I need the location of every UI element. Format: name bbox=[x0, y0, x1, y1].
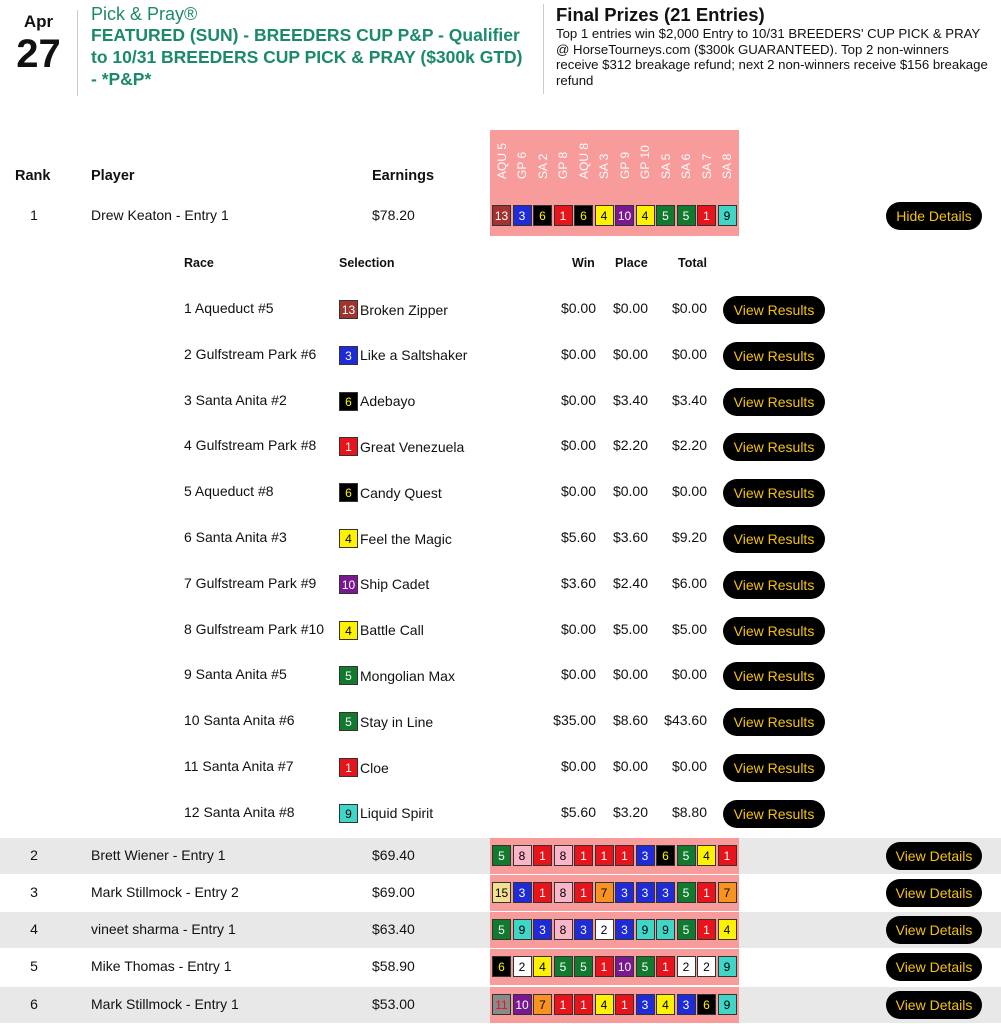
picks bbox=[492, 994, 738, 1015]
horse-name: Broken Zipper bbox=[360, 301, 448, 318]
post-number-chip: 3 bbox=[513, 882, 532, 903]
detail-selection bbox=[339, 392, 415, 411]
post-number-chip: 7 bbox=[533, 994, 552, 1015]
post-number-chip: 1 bbox=[697, 882, 716, 903]
post-number-chip: 6 bbox=[574, 205, 593, 226]
detail-selection bbox=[339, 712, 433, 731]
post-number-chip: 5 bbox=[677, 845, 696, 866]
earnings: $78.20 bbox=[372, 207, 415, 223]
post-number-chip: 4 bbox=[339, 529, 358, 548]
detail-selection bbox=[339, 575, 429, 594]
earnings: $69.00 bbox=[372, 884, 415, 900]
tournament-brand: Pick & Pray® bbox=[91, 4, 198, 24]
post-number-chip: 1 bbox=[574, 882, 593, 903]
post-number-chip: 1 bbox=[554, 205, 573, 226]
tournament-name: FEATURED (SUN) - BREEDERS CUP P&P - Qualifier to 10/31 BREEDERS CUP PICK & PRAY ($300k GTD) - *P&P* bbox=[91, 25, 523, 89]
rank: 6 bbox=[30, 996, 38, 1012]
race-label bbox=[697, 125, 716, 193]
detail-place: $8.60 bbox=[612, 712, 648, 729]
post-number-chip: 1 bbox=[615, 845, 634, 866]
post-number-chip: 10 bbox=[615, 205, 634, 226]
detail-place: $5.00 bbox=[612, 620, 648, 637]
detail-row bbox=[0, 608, 1001, 654]
earnings: $58.90 bbox=[372, 958, 415, 974]
post-number-chip: 3 bbox=[636, 994, 655, 1015]
detail-win: $0.00 bbox=[560, 391, 596, 408]
detail-race: 6 Santa Anita #3 bbox=[184, 529, 287, 545]
earnings: $69.40 bbox=[372, 847, 415, 863]
view-results-button[interactable]: View Results bbox=[723, 617, 825, 645]
detail-win: $3.60 bbox=[560, 574, 596, 591]
post-number-chip: 1 bbox=[656, 956, 675, 977]
detail-total: $3.40 bbox=[671, 391, 707, 408]
race-label bbox=[554, 125, 573, 193]
detail-total: $0.00 bbox=[671, 483, 707, 500]
post-number-chip: 7 bbox=[595, 882, 614, 903]
player-header: Player bbox=[91, 168, 135, 184]
post-number-chip: 5 bbox=[492, 919, 511, 940]
player-name: Mark Stillmock - Entry 2 bbox=[91, 884, 239, 900]
leaderboard-row bbox=[0, 198, 1001, 234]
rank: 1 bbox=[30, 207, 38, 223]
detail-win: $5.60 bbox=[560, 529, 596, 545]
post-number-chip: 9 bbox=[718, 205, 737, 226]
race-label bbox=[718, 125, 737, 193]
prizes-title: Final Prizes (21 Entries) bbox=[556, 4, 765, 25]
detail-place: $3.60 bbox=[612, 529, 648, 545]
detail-selection bbox=[339, 621, 424, 640]
picks bbox=[492, 956, 738, 977]
detail-place: $0.00 bbox=[612, 666, 648, 683]
detail-selection-header: Selection bbox=[339, 256, 395, 270]
detail-race: 12 Santa Anita #8 bbox=[184, 803, 295, 820]
post-number-chip: 2 bbox=[697, 956, 716, 977]
post-number-chip: 5 bbox=[636, 956, 655, 977]
horse-name: Feel the Magic bbox=[360, 530, 452, 547]
detail-win: $0.00 bbox=[560, 758, 596, 774]
post-number-chip: 6 bbox=[656, 845, 675, 866]
view-results-button[interactable]: View Results bbox=[723, 433, 825, 461]
view-details-button[interactable]: View Details bbox=[886, 953, 982, 981]
view-results-button[interactable]: View Results bbox=[723, 754, 825, 782]
rank: 5 bbox=[30, 958, 38, 974]
post-number-chip: 1 bbox=[615, 994, 634, 1015]
horse-name: Stay in Line bbox=[360, 713, 434, 730]
race-label-text: SA 3 bbox=[597, 153, 611, 179]
horse-name: Ship Cadet bbox=[360, 576, 430, 593]
post-number-chip: 3 bbox=[339, 346, 358, 365]
post-number-chip: 3 bbox=[677, 994, 696, 1015]
race-label-text: SA 8 bbox=[720, 153, 734, 179]
post-number-chip: 5 bbox=[677, 205, 696, 226]
leaderboard-row bbox=[0, 912, 1001, 948]
detail-row bbox=[0, 333, 1001, 379]
leaderboard-row bbox=[0, 987, 1001, 1023]
detail-win: $0.00 bbox=[560, 483, 596, 500]
post-number-chip: 9 bbox=[656, 919, 675, 940]
horse-name: Candy Quest bbox=[360, 484, 442, 501]
view-results-button[interactable]: View Results bbox=[723, 342, 825, 370]
post-number-chip: 9 bbox=[718, 994, 737, 1015]
detail-place-header: Place bbox=[615, 256, 648, 270]
detail-row bbox=[0, 653, 1001, 699]
detail-win: $0.00 bbox=[560, 437, 596, 454]
race-label-text: GP 8 bbox=[556, 151, 570, 179]
player-name: vineet sharma - Entry 1 bbox=[91, 921, 236, 937]
rank: 2 bbox=[30, 847, 38, 863]
horse-name: Great Venezuela bbox=[360, 438, 465, 455]
post-number-chip: 9 bbox=[339, 804, 358, 823]
prizes-panel bbox=[543, 4, 993, 94]
post-number-chip: 5 bbox=[677, 882, 696, 903]
detail-selection bbox=[339, 758, 389, 777]
post-number-chip: 4 bbox=[697, 845, 716, 866]
post-number-chip: 10 bbox=[339, 575, 358, 594]
date-month: Apr bbox=[23, 12, 54, 31]
post-number-chip: 2 bbox=[513, 956, 532, 977]
detail-selection bbox=[339, 666, 455, 685]
race-label bbox=[656, 125, 675, 193]
player-name: Brett Wiener - Entry 1 bbox=[91, 847, 226, 863]
event-date bbox=[0, 10, 78, 96]
detail-total: $8.80 bbox=[671, 803, 707, 820]
player-name: Mike Thomas - Entry 1 bbox=[91, 958, 232, 974]
detail-win: $5.60 bbox=[560, 803, 596, 820]
post-number-chip: 1 bbox=[697, 205, 716, 226]
post-number-chip: 5 bbox=[492, 845, 511, 866]
detail-row bbox=[0, 470, 1001, 516]
post-number-chip: 4 bbox=[595, 994, 614, 1015]
race-label-text: AQU 8 bbox=[576, 142, 591, 179]
post-number-chip: 4 bbox=[533, 956, 552, 977]
view-results-button[interactable]: View Results bbox=[723, 571, 825, 599]
view-details-button[interactable]: View Details bbox=[886, 991, 982, 1019]
detail-win: $0.00 bbox=[560, 666, 596, 683]
detail-race: 5 Aqueduct #8 bbox=[184, 483, 274, 500]
race-label bbox=[615, 125, 634, 193]
picks bbox=[492, 919, 738, 940]
post-number-chip: 1 bbox=[533, 882, 552, 903]
race-label bbox=[574, 125, 593, 193]
post-number-chip: 5 bbox=[677, 919, 696, 940]
rank: 3 bbox=[30, 884, 38, 900]
detail-place: $0.00 bbox=[612, 483, 648, 500]
detail-selection bbox=[339, 300, 448, 319]
detail-race: 10 Santa Anita #6 bbox=[184, 712, 295, 729]
post-number-chip: 6 bbox=[339, 483, 358, 502]
post-number-chip: 8 bbox=[554, 882, 573, 903]
player-name: Mark Stillmock - Entry 1 bbox=[91, 996, 239, 1012]
detail-place: $0.00 bbox=[612, 758, 648, 774]
picks bbox=[492, 882, 738, 903]
detail-total: $0.00 bbox=[671, 345, 707, 362]
post-number-chip: 3 bbox=[574, 919, 593, 940]
post-number-chip: 9 bbox=[718, 956, 737, 977]
view-results-button[interactable]: View Results bbox=[723, 800, 825, 828]
detail-row bbox=[0, 424, 1001, 470]
detail-selection bbox=[339, 346, 467, 365]
post-number-chip: 4 bbox=[656, 994, 675, 1015]
earnings: $63.40 bbox=[372, 921, 415, 937]
horse-name: Liquid Spirit bbox=[360, 805, 434, 822]
detail-place: $3.40 bbox=[612, 391, 648, 408]
post-number-chip: 8 bbox=[513, 845, 532, 866]
detail-place: $2.40 bbox=[612, 574, 648, 591]
detail-win: $35.00 bbox=[553, 712, 596, 729]
post-number-chip: 5 bbox=[339, 712, 358, 731]
race-label bbox=[513, 125, 532, 193]
detail-selection bbox=[339, 483, 442, 502]
detail-row bbox=[0, 745, 1001, 791]
post-number-chip: 4 bbox=[718, 919, 737, 940]
view-details-button[interactable]: View Details bbox=[886, 916, 982, 944]
post-number-chip: 2 bbox=[677, 956, 696, 977]
picks bbox=[492, 845, 738, 866]
detail-selection bbox=[339, 529, 452, 548]
rank-header: Rank bbox=[15, 168, 51, 184]
race-label bbox=[595, 125, 614, 193]
view-results-button[interactable]: View Results bbox=[723, 662, 825, 690]
detail-row bbox=[0, 699, 1001, 745]
post-number-chip: 6 bbox=[697, 994, 716, 1015]
view-results-button[interactable]: View Results bbox=[723, 479, 825, 507]
picks bbox=[492, 205, 738, 226]
race-label bbox=[533, 125, 552, 193]
post-number-chip: 4 bbox=[595, 205, 614, 226]
detail-row bbox=[0, 287, 1001, 333]
race-label bbox=[677, 125, 696, 193]
detail-row bbox=[0, 791, 1001, 837]
race-label-text: SA 6 bbox=[679, 153, 693, 179]
player-name: Drew Keaton - Entry 1 bbox=[91, 207, 229, 223]
view-results-button[interactable]: View Results bbox=[723, 525, 825, 553]
leaderboard-row bbox=[0, 875, 1001, 911]
post-number-chip: 1 bbox=[595, 956, 614, 977]
detail-row bbox=[0, 516, 1001, 562]
detail-total: $2.20 bbox=[671, 437, 707, 454]
detail-total: $6.00 bbox=[671, 574, 707, 591]
detail-selection bbox=[339, 437, 464, 456]
detail-race: 2 Gulfstream Park #6 bbox=[184, 345, 317, 362]
post-number-chip: 1 bbox=[533, 845, 552, 866]
race-label bbox=[636, 125, 655, 193]
post-number-chip: 5 bbox=[574, 956, 593, 977]
view-results-button[interactable]: View Results bbox=[723, 296, 825, 324]
post-number-chip: 15 bbox=[492, 882, 511, 903]
detail-race: 1 Aqueduct #5 bbox=[184, 300, 274, 316]
post-number-chip: 9 bbox=[636, 919, 655, 940]
detail-win: $0.00 bbox=[560, 345, 596, 362]
post-number-chip: 2 bbox=[595, 919, 614, 940]
post-number-chip: 8 bbox=[554, 919, 573, 940]
detail-total: $43.60 bbox=[664, 712, 707, 729]
detail-race: 8 Gulfstream Park #10 bbox=[184, 620, 325, 637]
detail-race: 4 Gulfstream Park #8 bbox=[184, 437, 317, 454]
post-number-chip: 7 bbox=[718, 882, 737, 903]
post-number-chip: 6 bbox=[339, 392, 358, 411]
post-number-chip: 5 bbox=[339, 666, 358, 685]
detail-place: $2.20 bbox=[612, 437, 648, 454]
detail-win: $0.00 bbox=[560, 620, 596, 637]
detail-total: $0.00 bbox=[671, 758, 707, 774]
detail-row bbox=[0, 379, 1001, 425]
post-number-chip: 10 bbox=[513, 994, 532, 1015]
post-number-chip: 3 bbox=[513, 205, 532, 226]
detail-place: $3.20 bbox=[612, 803, 648, 820]
post-number-chip: 1 bbox=[718, 845, 737, 866]
detail-total: $9.20 bbox=[671, 529, 707, 545]
post-number-chip: 3 bbox=[533, 919, 552, 940]
horse-name: Like a Saltshaker bbox=[360, 347, 468, 364]
post-number-chip: 3 bbox=[636, 845, 655, 866]
date-day: 27 bbox=[16, 32, 61, 76]
post-number-chip: 5 bbox=[554, 956, 573, 977]
post-number-chip: 4 bbox=[636, 205, 655, 226]
detail-place: $0.00 bbox=[612, 345, 648, 362]
post-number-chip: 5 bbox=[656, 205, 675, 226]
post-number-chip: 1 bbox=[574, 994, 593, 1015]
detail-total: $5.00 bbox=[671, 620, 707, 637]
post-number-chip: 1 bbox=[339, 437, 358, 456]
detail-race-header: Race bbox=[184, 256, 214, 270]
race-label-text: AQU 5 bbox=[494, 142, 509, 179]
detail-total-header: Total bbox=[678, 256, 707, 270]
horse-name: Adebayo bbox=[360, 393, 416, 410]
hide-details-button[interactable]: Hide Details bbox=[886, 202, 982, 230]
detail-race: 11 Santa Anita #7 bbox=[184, 758, 294, 774]
race-label-text: SA 5 bbox=[658, 153, 673, 179]
post-number-chip: 1 bbox=[554, 994, 573, 1015]
detail-row bbox=[0, 562, 1001, 608]
post-number-chip: 10 bbox=[615, 956, 634, 977]
horse-name: Battle Call bbox=[360, 622, 424, 639]
post-number-chip: 8 bbox=[554, 845, 573, 866]
race-label-text: GP 6 bbox=[515, 151, 529, 179]
post-number-chip: 11 bbox=[492, 994, 511, 1015]
race-label-text: SA 2 bbox=[535, 153, 550, 179]
post-number-chip: 1 bbox=[339, 758, 358, 777]
rank: 4 bbox=[30, 921, 38, 937]
detail-race: 9 Santa Anita #5 bbox=[184, 666, 287, 683]
horse-name: Cloe bbox=[360, 759, 389, 776]
earnings-header: Earnings bbox=[372, 168, 435, 184]
race-label bbox=[492, 125, 511, 193]
detail-total: $0.00 bbox=[671, 666, 707, 683]
detail-race: 7 Gulfstream Park #9 bbox=[184, 574, 317, 591]
race-label-text: SA 7 bbox=[699, 153, 714, 179]
earnings: $53.00 bbox=[372, 996, 415, 1012]
post-number-chip: 6 bbox=[492, 956, 511, 977]
view-results-button[interactable]: View Results bbox=[723, 388, 825, 416]
post-number-chip: 4 bbox=[339, 621, 358, 640]
detail-race: 3 Santa Anita #2 bbox=[184, 391, 287, 408]
tournament-title bbox=[91, 4, 531, 90]
detail-selection bbox=[339, 804, 433, 823]
detail-place: $0.00 bbox=[612, 300, 648, 316]
horse-name: Mongolian Max bbox=[360, 667, 455, 684]
post-number-chip: 3 bbox=[615, 919, 634, 940]
post-number-chip: 1 bbox=[595, 845, 614, 866]
view-details-button[interactable]: View Details bbox=[886, 879, 982, 907]
post-number-chip: 6 bbox=[533, 205, 552, 226]
post-number-chip: 1 bbox=[697, 919, 716, 940]
post-number-chip: 3 bbox=[656, 882, 675, 903]
view-results-button[interactable]: View Results bbox=[723, 708, 825, 736]
post-number-chip: 3 bbox=[636, 882, 655, 903]
post-number-chip: 3 bbox=[615, 882, 634, 903]
detail-total: $0.00 bbox=[671, 300, 707, 316]
detail-win-header: Win bbox=[572, 256, 595, 270]
prizes-description: Top 1 entries win $2,000 Entry to 10/31 BREEDERS' CUP PICK & PRAY @ HorseTourneys.com ($300k GUARANTEED). Top 2 non-winners receive $312 breakage refund; next 2 non-winners receive $156 breakage refund bbox=[556, 26, 988, 88]
race-label-text: GP 9 bbox=[617, 151, 632, 179]
post-number-chip: 13 bbox=[339, 300, 358, 319]
post-number-chip: 1 bbox=[574, 845, 593, 866]
leaderboard-row bbox=[0, 838, 1001, 874]
view-details-button[interactable]: View Details bbox=[886, 842, 982, 870]
leaderboard-row bbox=[0, 949, 1001, 985]
post-number-chip: 9 bbox=[513, 919, 532, 940]
detail-win: $0.00 bbox=[560, 300, 596, 316]
post-number-chip: 13 bbox=[492, 205, 511, 226]
race-label-text: GP 10 bbox=[638, 145, 652, 179]
